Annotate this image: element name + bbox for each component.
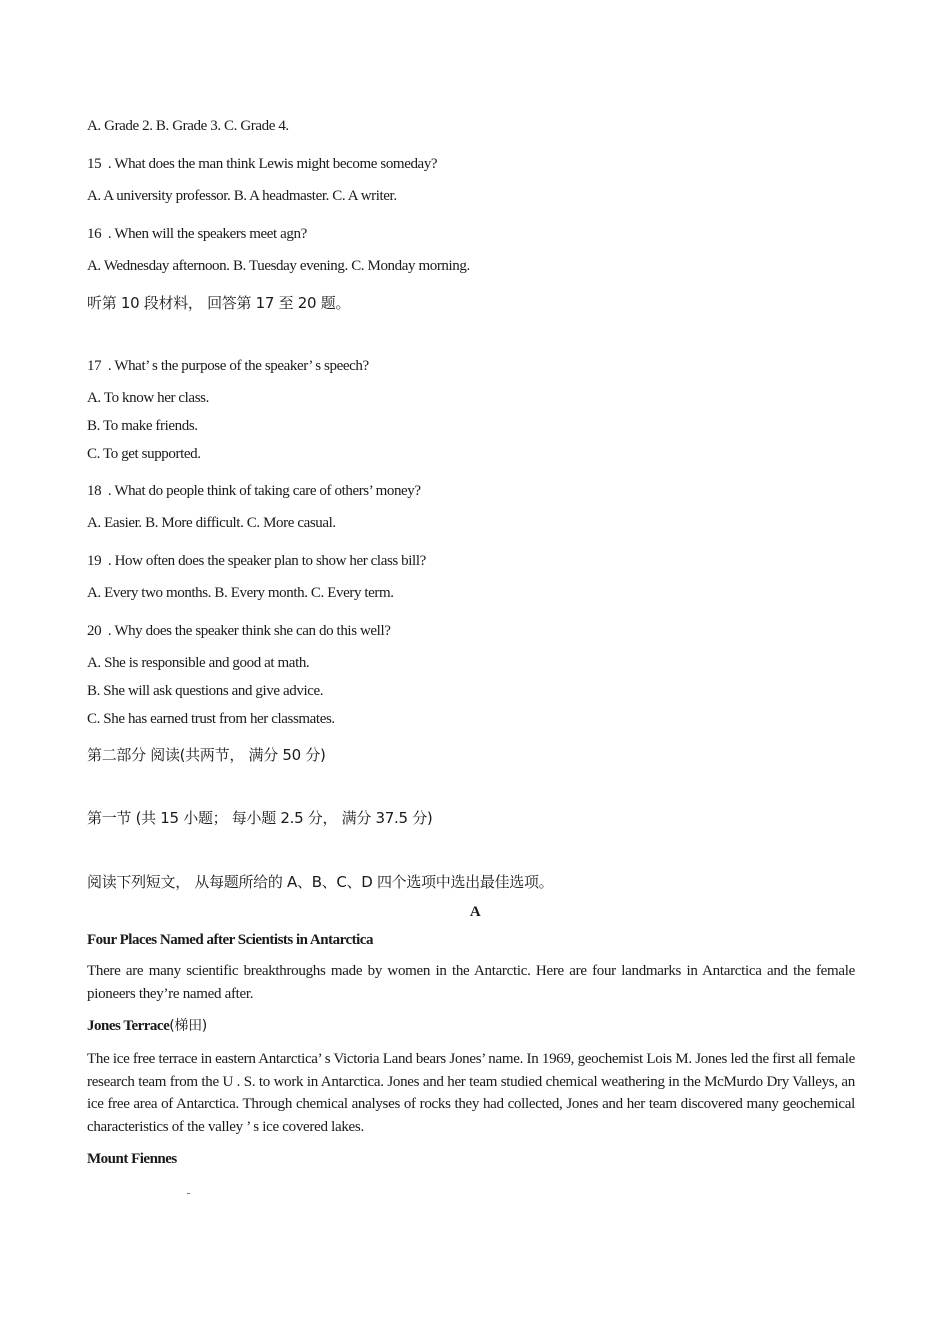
q17-option-b: B. To make friends. <box>87 418 198 434</box>
reading-instruction: 阅读下列短文， 从每题所给的 A、B、C、D 四个选项中选出最佳选项。 <box>87 873 554 891</box>
passage-title: Four Places Named after Scientists in Antarctica <box>87 932 373 948</box>
paragraph-intro: There are many scientific breakthroughs made by women in the Antarctic. Here are four landmarks in Antarctica and the female pioneers they’re named after. <box>87 963 855 1002</box>
stray-mark <box>187 1193 190 1194</box>
q15-options: A. A university professor. B. A headmaster. C. A writer. <box>87 188 397 204</box>
question-20: 20 . Why does the speaker think she can do this well? <box>87 623 391 639</box>
q20-option-c: C. She has earned trust from her classmates. <box>87 711 335 727</box>
q19-options: A. Every two months. B. Every month. C. Every term. <box>87 585 394 601</box>
part-two-heading: 第二部分 阅读(共两节， 满分 50 分) <box>87 746 326 764</box>
question-19: 19 . How often does the speaker plan to show her class bill? <box>87 553 426 569</box>
subheading-text: Jones Terrace <box>87 1018 170 1034</box>
passage-label: A <box>469 904 481 920</box>
q20-option-b: B. She will ask questions and give advice. <box>87 683 324 699</box>
q17-option-c: C. To get supported. <box>87 446 201 462</box>
q20-option-a: A. She is responsible and good at math. <box>87 655 310 671</box>
q17-option-a: A. To know her class. <box>87 390 209 406</box>
q16-options: A. Wednesday afternoon. B. Tuesday evening. C. Monday morning. <box>87 258 470 274</box>
subheading-note: (梯田) <box>169 1018 207 1034</box>
question-16: 16 . When will the speakers meet agn? <box>87 226 307 242</box>
question-17: 17 . What’ s the purpose of the speaker’ s speech? <box>87 358 369 374</box>
paragraph-jones: The ice free terrace in eastern Antarctica’ s Victoria Land bears Jones’ name. In 1969, geochemist Lois M. Jones led the first all female research team from the U . S. to work in Antarctica. Jones and her team studied chemical weathering in the McMurdo Dry Valleys, an ice free area of Antarctica. Through chemical analyses of rocks they had collected, Jones and her team discovered many geochemical characteristics of the valley ’ s ice covered lakes. <box>87 1051 855 1135</box>
subheading-jones-terrace <box>87 1017 207 1035</box>
q14-options: A. Grade 2. B. Grade 3. C. Grade 4. <box>87 118 289 134</box>
q18-options: A. Easier. B. More difficult. C. More casual. <box>87 515 336 531</box>
question-15: 15 . What does the man think Lewis might become someday? <box>87 156 438 172</box>
section-one-heading: 第一节 (共 15 小题； 每小题 2.5 分， 满分 37.5 分) <box>87 809 433 827</box>
question-18: 18 . What do people think of taking care of others’ money? <box>87 483 421 499</box>
subheading-mount-fiennes: Mount Fiennes <box>87 1151 177 1167</box>
section-instruction-10: 听第 10 段材料， 回答第 17 至 20 题。 <box>87 294 351 312</box>
